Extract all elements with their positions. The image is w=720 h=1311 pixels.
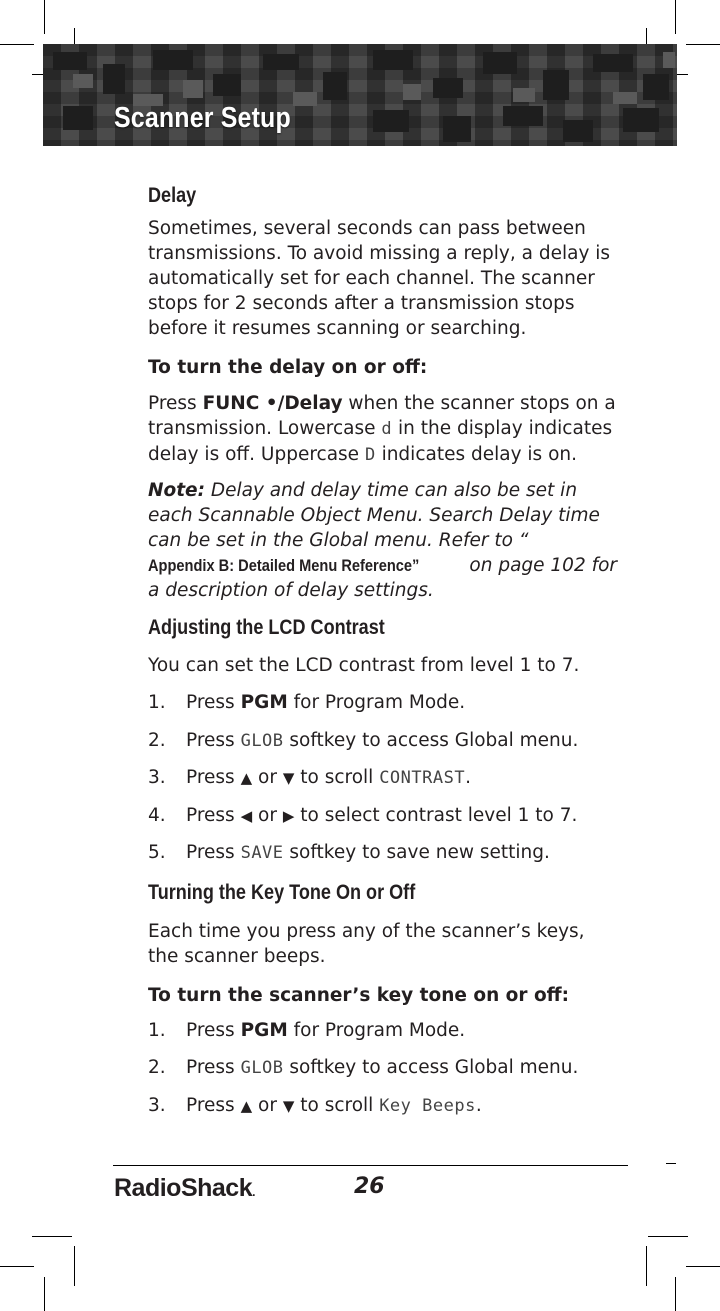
list-item: [148, 840, 550, 866]
page-number: 26: [354, 1174, 385, 1199]
footer-rule: [113, 1165, 628, 1166]
text: to select contrast level 1 to 7.: [294, 805, 578, 826]
text: Press: [148, 393, 203, 414]
down-arrow-icon: ▼: [282, 769, 295, 787]
list-number: 1.: [148, 692, 166, 713]
down-arrow-icon: ▼: [282, 1097, 295, 1115]
text: softkey to access Global menu.: [283, 1057, 579, 1078]
delay-intro: Sometimes, several seconds can pass between transmissions. To avoid missing a reply, a delay is automatically set for each channel. The scanner stops for 2 seconds after a transmission stops before it resumes scanning or searching.: [148, 218, 611, 339]
lcd-text: GLOB: [240, 1058, 284, 1078]
crop-mark: [675, 0, 676, 34]
text: Delay and delay time can also be set in each Scannable Object Menu. Search Delay time can be set in the Global menu. Refer to “: [148, 480, 600, 551]
list-item: [148, 1055, 578, 1081]
crop-mark: [648, 1236, 688, 1237]
text: when the scanner stops on a transmission. Lowercase: [148, 393, 616, 439]
footer-mark: [666, 1163, 676, 1164]
list-item: [148, 690, 465, 715]
text: to scroll: [294, 1095, 380, 1116]
text: softkey to access Global menu.: [283, 730, 579, 751]
contrast-heading: Adjusting the LCD Contrast: [148, 616, 385, 639]
list-number: 2.: [148, 1057, 166, 1078]
text: Press: [186, 1020, 241, 1041]
list-number: 5.: [148, 842, 166, 863]
crop-mark: [675, 1277, 676, 1311]
note-label: Note:: [148, 480, 205, 501]
lcd-text: D: [364, 445, 376, 465]
keytone-intro: Each time you press any of the scanner’s keys, the scanner beeps.: [148, 921, 585, 967]
crop-mark: [0, 44, 34, 45]
text: Press: [186, 692, 241, 713]
delay-instructions: [148, 391, 618, 468]
text: .: [475, 1095, 482, 1116]
crop-mark: [646, 1246, 647, 1286]
list-number: 4.: [148, 805, 166, 826]
logo-dot: .: [252, 1185, 255, 1199]
text: Press: [186, 1095, 241, 1116]
crop-mark: [686, 1266, 720, 1267]
crop-mark: [74, 1246, 75, 1286]
right-arrow-icon: ▶: [282, 807, 295, 825]
key-label: FUNC •/Delay: [202, 393, 343, 414]
text: in the display indicates delay is off. Uppercase: [148, 418, 613, 465]
delay-heading: Delay: [148, 184, 197, 207]
lcd-text: SAVE: [240, 843, 284, 863]
list-number: 3.: [148, 1095, 166, 1116]
logo-text: RadioShack: [114, 1174, 253, 1202]
list-item: [148, 728, 578, 754]
list-number: 2.: [148, 730, 166, 751]
text: indicates delay is on.: [375, 444, 577, 465]
text: Press: [186, 730, 241, 751]
text: for Program Mode.: [287, 1020, 466, 1041]
list-number: 3.: [148, 767, 166, 788]
page-title: Scanner Setup: [114, 102, 291, 134]
left-arrow-icon: ◀: [240, 807, 253, 825]
list-item: [148, 765, 471, 791]
crop-mark: [686, 44, 720, 45]
list-item: [148, 803, 577, 829]
keytone-heading: Turning the Key Tone On or Off: [148, 881, 416, 904]
list-item: [148, 1093, 482, 1119]
crop-mark: [44, 0, 45, 34]
text: to scroll: [294, 767, 380, 788]
text: or: [252, 805, 283, 826]
contrast-intro: You can set the LCD contrast from level 1 to 7.: [148, 655, 580, 676]
lcd-text: Key Beeps: [379, 1096, 476, 1116]
list-item: [148, 1018, 465, 1043]
key-label: PGM: [240, 692, 288, 713]
cross-reference: Appendix B: Detailed Menu Reference”: [148, 556, 420, 575]
lcd-text: GLOB: [240, 731, 284, 751]
section-banner: [43, 44, 677, 146]
crop-mark: [44, 1277, 45, 1311]
delay-subheading: To turn the delay on or off:: [148, 357, 428, 378]
text: for Program Mode.: [287, 692, 466, 713]
crop-mark: [32, 1236, 72, 1237]
up-arrow-icon: ▲: [240, 1097, 253, 1115]
text: on page 102 for a description of delay settings.: [148, 555, 618, 601]
delay-note: [148, 478, 618, 603]
text: softkey to save new setting.: [283, 842, 550, 863]
text: .: [465, 767, 471, 788]
list-number: 1.: [148, 1020, 166, 1041]
key-label: PGM: [240, 1020, 288, 1041]
radioshack-logo: [114, 1174, 255, 1203]
crop-mark: [0, 1266, 34, 1267]
text: Press: [186, 805, 241, 826]
lcd-text: CONTRAST: [379, 768, 466, 788]
text: Press: [186, 842, 241, 863]
text: or: [252, 767, 283, 788]
lcd-text: d: [381, 419, 393, 439]
text: Press: [186, 767, 241, 788]
up-arrow-icon: ▲: [240, 769, 253, 787]
text: Press: [186, 1057, 241, 1078]
keytone-subheading: To turn the scanner’s key tone on or off:: [148, 985, 570, 1006]
text: or: [252, 1095, 283, 1116]
